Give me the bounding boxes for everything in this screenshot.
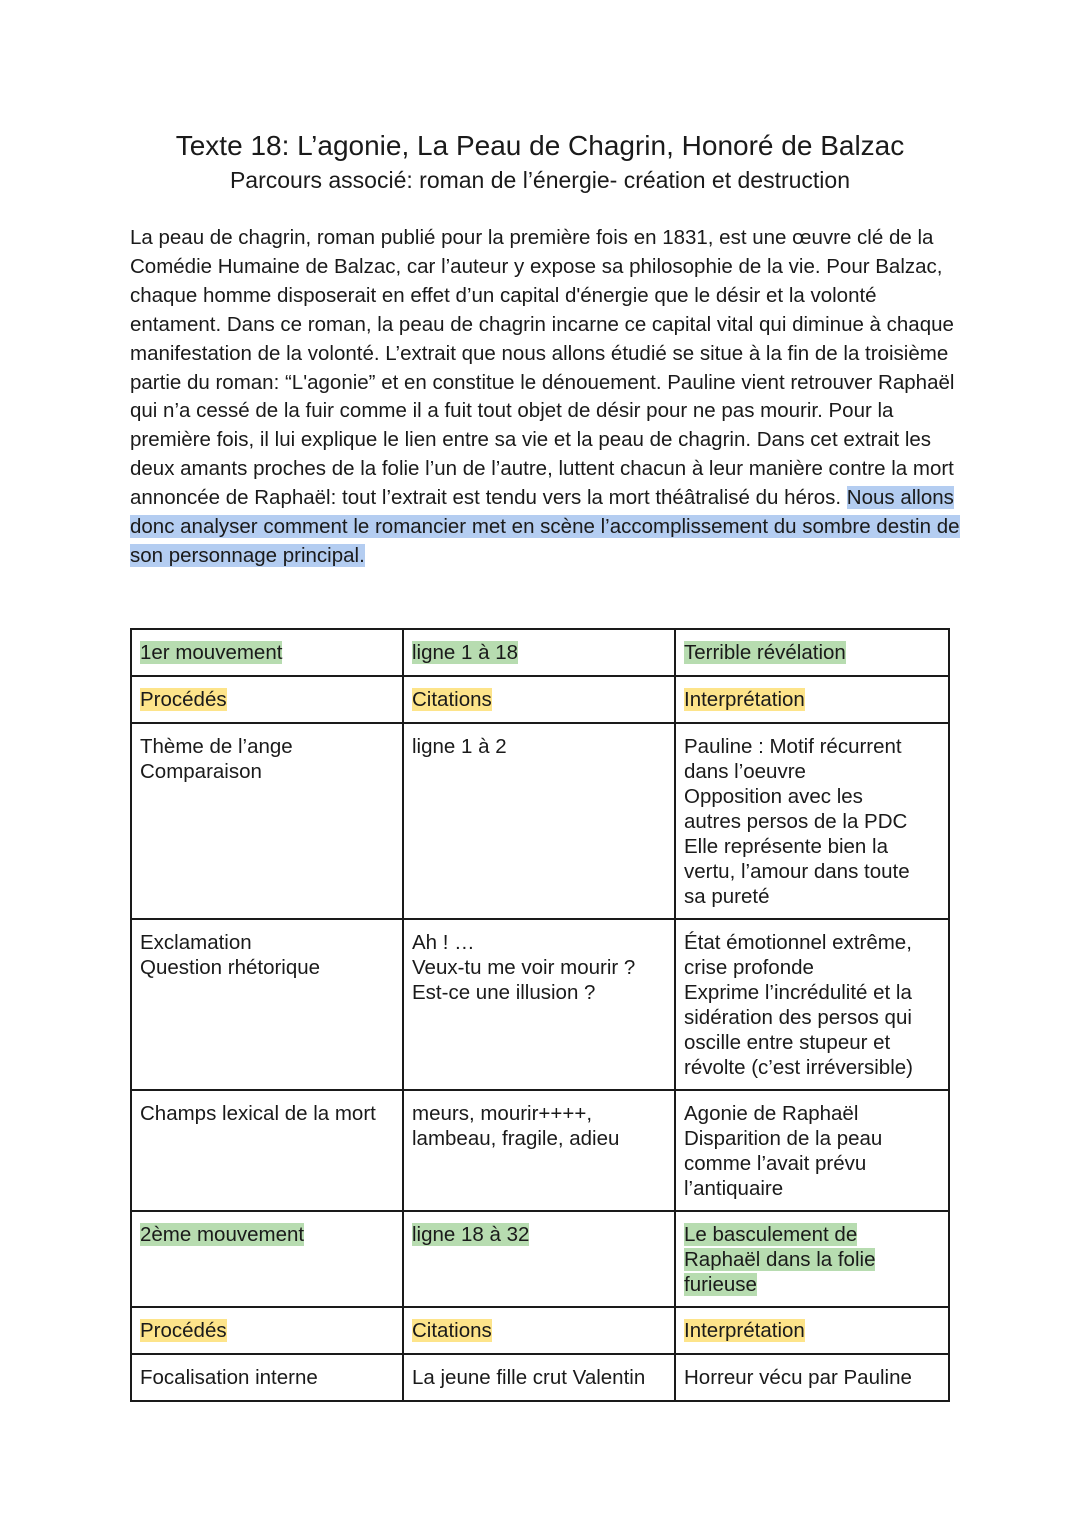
table-cell: [131, 723, 403, 919]
table-cell: [675, 1307, 949, 1354]
cell-text: Exclamation: [140, 931, 252, 954]
table-cell: [403, 1211, 675, 1307]
line-range: ligne 1 à 18: [412, 641, 519, 664]
cell-text: Horreur vécu par Pauline: [684, 1366, 912, 1389]
cell-text: comme l’avait prévu: [684, 1152, 867, 1175]
movement-title: furieuse: [684, 1273, 757, 1296]
table-cell: [403, 723, 675, 919]
page-title: Texte 18: L’agonie, La Peau de Chagrin, Honoré de Balzac: [175, 130, 905, 161]
cell-text: Comparaison: [140, 760, 262, 783]
cell-text: lambeau, fragile, adieu: [412, 1127, 620, 1150]
movement-title: Le basculement de: [684, 1223, 858, 1246]
page-subtitle: Parcours associé: roman de l’énergie- création et destruction: [229, 167, 851, 193]
cell-text: sa pureté: [684, 885, 770, 908]
movement-title: Terrible révélation: [684, 641, 846, 664]
cell-text: crise profonde: [684, 956, 814, 979]
table-row: [131, 629, 949, 676]
table-cell: [403, 1307, 675, 1354]
cell-text: Opposition avec les: [684, 785, 863, 808]
table-cell: [675, 1211, 949, 1307]
table-row: [131, 676, 949, 723]
table-cell: [131, 1090, 403, 1211]
column-header-citations: Citations: [412, 1319, 492, 1342]
column-header-procedes: Procédés: [140, 1319, 227, 1342]
table-row: [131, 1090, 949, 1211]
table-cell: [131, 676, 403, 723]
cell-text: Elle représente bien la: [684, 835, 888, 858]
movement-title: Raphaël dans la folie: [684, 1248, 876, 1271]
cell-text: État émotionnel extrême,: [684, 931, 912, 954]
table-row: [131, 919, 949, 1090]
cell-text: Focalisation interne: [140, 1366, 318, 1389]
cell-text: Exprime l’incrédulité et la: [684, 981, 912, 1004]
column-header-procedes: Procédés: [140, 688, 227, 711]
table-row: [131, 1211, 949, 1307]
problematic-highlight: Nous allons donc analyser comment le romancier met en scène l’accomplissement du sombre destin de son personnage principal.: [130, 486, 960, 567]
cell-text: révolte (c’est irréversible): [684, 1056, 913, 1079]
cell-text: Veux-tu me voir mourir ?: [412, 956, 636, 979]
movement-label: 2ème mouvement: [140, 1223, 305, 1246]
table-cell: [675, 919, 949, 1090]
table-row: [131, 1307, 949, 1354]
table-cell: [131, 1307, 403, 1354]
table-cell: [403, 676, 675, 723]
table-cell: [675, 629, 949, 676]
cell-text: dans l’oeuvre: [684, 760, 806, 783]
cell-text: La jeune fille crut Valentin: [412, 1366, 646, 1389]
cell-text: sidération des persos qui: [684, 1006, 912, 1029]
cell-text: Pauline : Motif récurrent: [684, 735, 902, 758]
table-cell: [403, 1354, 675, 1401]
cell-text: vertu, l’amour dans toute: [684, 860, 910, 883]
intro-text: La peau de chagrin, roman publié pour la première fois en 1831, est une œuvre clé de la Comédie Humaine de Balzac, car l’auteur y expose sa philosophie de la vie. Pour Balzac, chaque homme disposerait en effet d’un capital d'énergie que le désir et la volonté entament. Dans ce roman, la peau de chagrin incarne ce capital vital qui diminue à chaque manifestation de la volonté. L’extrait que nous allons étudié se situe à la fin de la troisième partie du roman: “L'agonie” et en constitue le dénouement. Pauline vient retrouver Raphaël qui n’a cessé de la fuir comme il a fuit tout objet de désir pour ne pas mourir. Pour la première fois, il lui explique le lien entre sa vie et la peau de chagrin. Dans cet extrait les deux amants proches de la folie l’un de l’autre, luttent chacun à leur manière contre la mort annoncée de Raphaël: tout l’extrait est tendu vers la mort théâtralisé du héros.: [130, 226, 955, 510]
column-header-interpretation: Interprétation: [684, 688, 805, 711]
cell-text: autres persos de la PDC: [684, 810, 908, 833]
table-cell: [131, 1354, 403, 1401]
movement-label: 1er mouvement: [140, 641, 283, 664]
cell-text: Est-ce une illusion ?: [412, 981, 596, 1004]
table-row: [131, 723, 949, 919]
table-cell: [403, 629, 675, 676]
column-header-interpretation: Interprétation: [684, 1319, 805, 1342]
table-cell: [131, 919, 403, 1090]
table-cell: [675, 676, 949, 723]
analysis-table: [130, 628, 950, 1402]
table-cell: [403, 1090, 675, 1211]
intro-paragraph: [130, 224, 960, 571]
cell-text: Thème de l’ange: [140, 735, 293, 758]
cell-text: meurs, mourir++++,: [412, 1102, 593, 1125]
column-header-citations: Citations: [412, 688, 492, 711]
cell-text: Ah ! …: [412, 931, 475, 954]
table-cell: [675, 1354, 949, 1401]
cell-text: oscille entre stupeur et: [684, 1031, 891, 1054]
table-cell: [675, 723, 949, 919]
cell-text: l’antiquaire: [684, 1177, 784, 1200]
cell-text: Champs lexical de la mort: [140, 1102, 376, 1125]
cell-text: Agonie de Raphaël: [684, 1102, 859, 1125]
table-cell: [131, 629, 403, 676]
table-row: [131, 1354, 949, 1401]
table-cell: [403, 919, 675, 1090]
line-range: ligne 18 à 32: [412, 1223, 530, 1246]
cell-text: Disparition de la peau: [684, 1127, 883, 1150]
cell-text: ligne 1 à 2: [412, 735, 507, 758]
table-cell: [675, 1090, 949, 1211]
table-cell: [131, 1211, 403, 1307]
cell-text: Question rhétorique: [140, 956, 321, 979]
